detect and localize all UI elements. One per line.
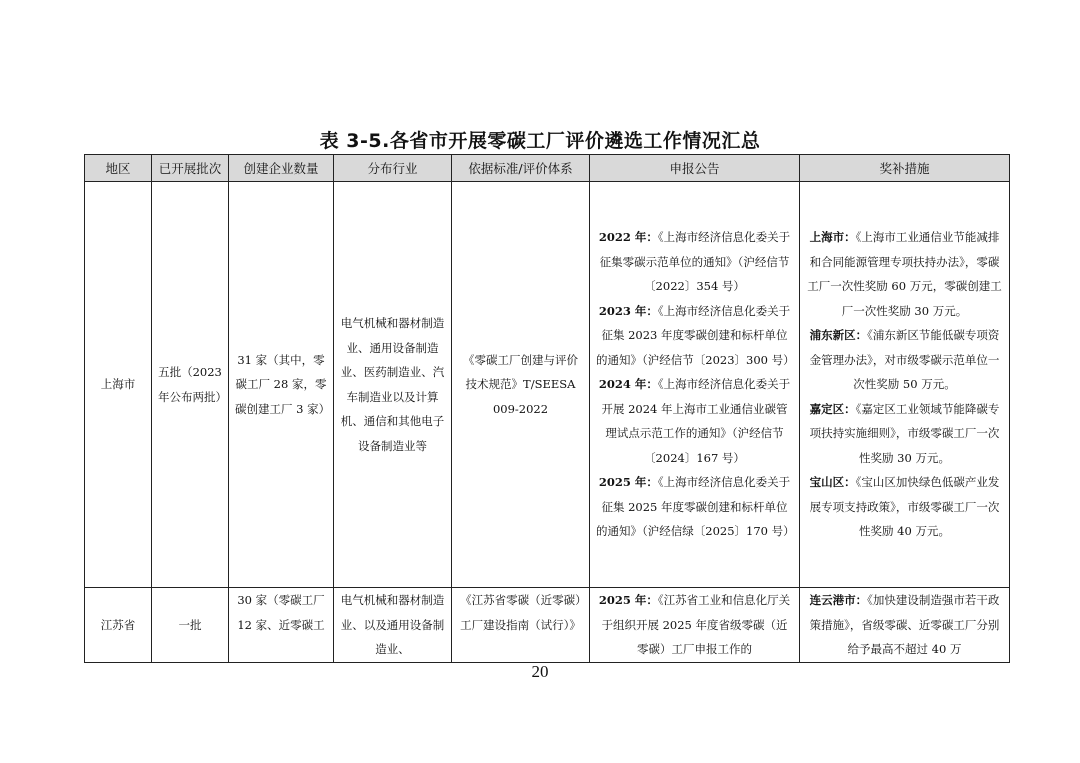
- announcement-text: 《上海市经济信息化委关于征集零碳示范单位的通知》（沪经信节〔2022〕354 号）: [599, 230, 791, 294]
- subsidy-place: 连云港市：: [809, 593, 868, 607]
- subsidy-place: 浦东新区：: [809, 328, 868, 343]
- announcement-entry: [596, 372, 793, 470]
- header-batches: 已开展批次: [152, 155, 229, 182]
- announcement-entry: [596, 225, 793, 299]
- cell-count: 30 家（零碳工厂 12 家、近零碳工: [229, 588, 334, 663]
- header-announcements: 申报公告: [590, 155, 800, 182]
- summary-table: [84, 154, 1010, 663]
- cell-standard: 《江苏省零碳（近零碳）工厂建设指南（试行）》: [452, 588, 590, 663]
- cell-subsidies: [800, 588, 1010, 663]
- cell-industries: 电气机械和器材制造业、通用设备制造业、医药制造业、汽车制造业以及计算机、通信和其他电子设备制造业等: [334, 182, 452, 588]
- page-number: 20: [531, 662, 549, 681]
- header-region: 地区: [85, 155, 152, 182]
- page-title: 表 3-5.各省市开展零碳工厂评价遴选工作情况汇总: [319, 130, 761, 152]
- subsidy-text: 《宝山区加快绿色低碳产业发展专项支持政策》，市级零碳工厂一次性奖励 40 万元。: [809, 475, 1000, 539]
- table-row: [85, 588, 1010, 663]
- announcement-year: 2025 年：: [598, 475, 658, 490]
- cell-region: 江苏省: [85, 588, 152, 663]
- announcement-entry: [596, 299, 793, 373]
- announcement-text: 《上海市经济信息化委关于征集 2023 年度零碳创建和标杆单位的通知》（沪经信节〔2023〕300 号）: [596, 303, 795, 367]
- cell-industries: 电气机械和器材制造业、以及通用设备制造业、: [334, 588, 452, 663]
- subsidy-entry: [806, 397, 1003, 471]
- subsidy-text: 《上海市工业通信业节能减排和合同能源管理专项扶持办法》，零碳工厂一次性奖励 60 万元，零碳创建工厂一次性奖励 30 万元。: [807, 230, 1002, 318]
- table-header-row: [85, 155, 1010, 182]
- cell-batches: 五批（2023 年公布两批）: [152, 182, 229, 588]
- header-count: 创建企业数量: [229, 155, 334, 182]
- subsidy-text: 《嘉定区工业领域节能降碳专项扶持实施细则》，市级零碳工厂一次性奖励 30 万元。: [809, 401, 1000, 465]
- announcement-text: 《江苏省工业和信息化厅关于组织开展 2025 年度省级零碳（近零碳）工厂申报工作的: [601, 593, 791, 656]
- subsidy-entry: [806, 323, 1003, 397]
- announcement-entry: [596, 470, 793, 544]
- announcement-text: 《上海市经济信息化委关于开展 2024 年上海市工业通信业碳管理试点示范工作的通知》（沪经信节〔2024〕167 号）: [601, 377, 791, 465]
- announcement-text: 《上海市经济信息化委关于征集 2025 年度零碳创建和标杆单位的通知》（沪经信绿〔2025〕170 号）: [596, 475, 795, 539]
- header-subsidies: 奖补措施: [800, 155, 1010, 182]
- subsidy-text: 《浦东新区节能低碳专项资金管理办法》，对市级零碳示范单位一次性奖励 50 万元。: [809, 328, 1000, 392]
- subsidy-entry: [806, 588, 1003, 662]
- cell-standard: 《零碳工厂创建与评价技术规范》T/SEESA 009-2022: [452, 182, 590, 588]
- subsidy-text: 《加快建设制造强市若干政策措施》，省级零碳、近零碳工厂分别给予最高不超过 40 万: [809, 593, 1000, 656]
- subsidy-place: 嘉定区：: [809, 401, 856, 416]
- header-industries: 分布行业: [334, 155, 452, 182]
- cell-region: 上海市: [85, 182, 152, 588]
- cell-announcements: [590, 588, 800, 663]
- subsidy-entry: [806, 470, 1003, 544]
- cell-subsidies: [800, 182, 1010, 588]
- header-standard: 依据标准/评价体系: [452, 155, 590, 182]
- cell-count: 31 家（其中，零碳工厂 28 家，零碳创建工厂 3 家）: [229, 182, 334, 588]
- summary-table-container: [84, 154, 1009, 663]
- cell-batches: 一批: [152, 588, 229, 663]
- subsidy-place: 宝山区：: [809, 475, 856, 490]
- cell-announcements: [590, 182, 800, 588]
- announcement-year: 2022 年：: [598, 230, 658, 245]
- announcement-year: 2023 年：: [598, 303, 658, 318]
- subsidy-place: 上海市：: [809, 230, 856, 245]
- announcement-year: 2025 年：: [598, 593, 658, 607]
- subsidy-entry: [806, 225, 1003, 323]
- announcement-year: 2024 年：: [598, 377, 658, 392]
- announcement-entry: [596, 588, 793, 662]
- table-row: [85, 182, 1010, 588]
